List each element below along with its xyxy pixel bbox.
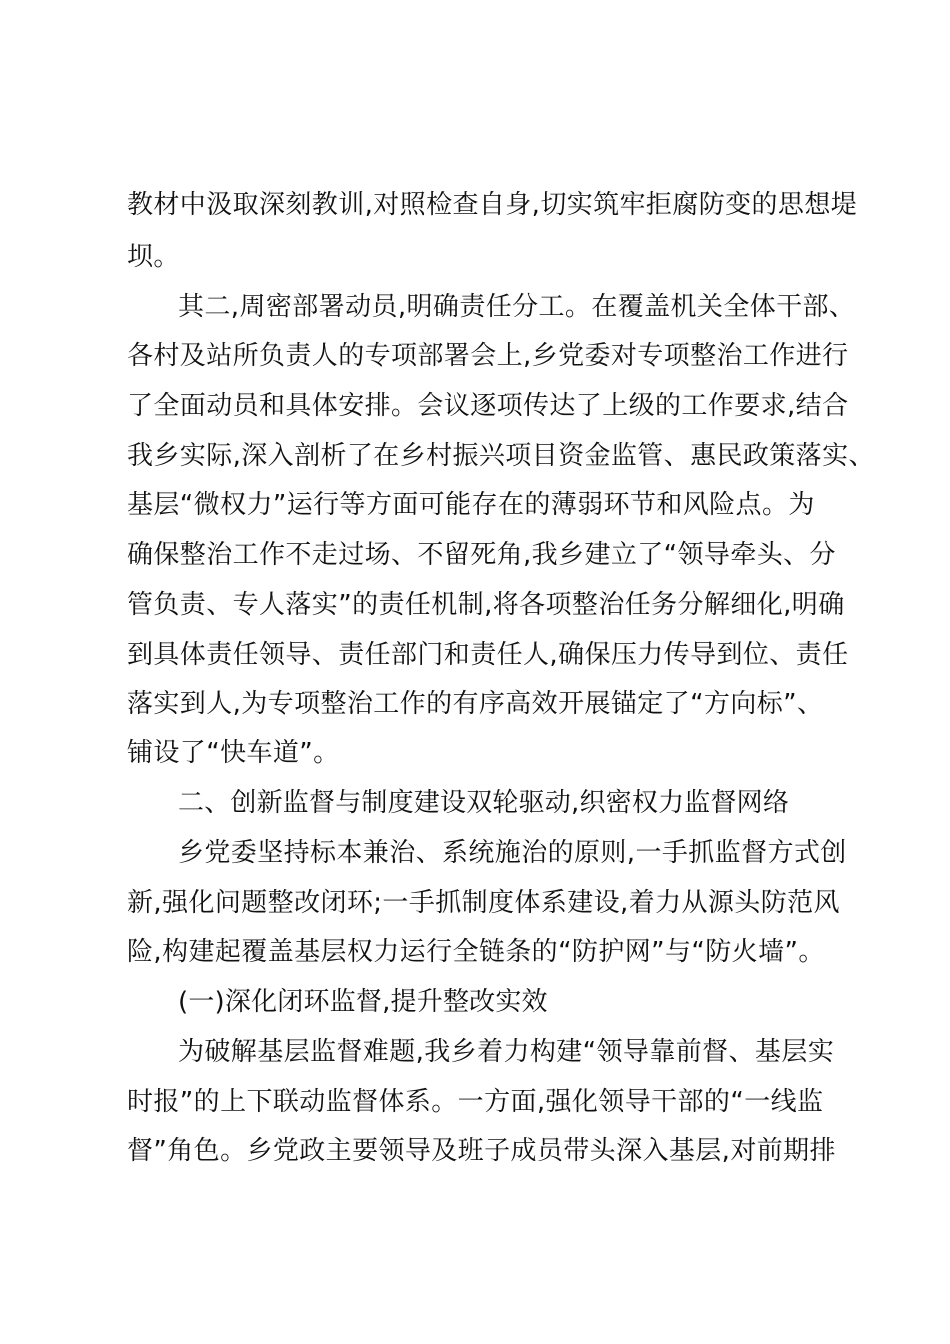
text-line: 到具体责任领导、责任部门和责任人,确保压力传导到位、责任: [127, 640, 849, 670]
text-line: 铺设了“快车道”。: [127, 738, 340, 768]
text-line: 各村及站所负责人的专项部署会上,乡党委对专项整治工作进行: [127, 341, 849, 371]
section-heading: 二、创新监督与制度建设双轮驱动,织密权力监督网络: [178, 788, 790, 818]
text-line: 我乡实际,深入剖析了在乡村振兴项目资金监管、惠民政策落实、: [127, 441, 875, 471]
text-line: 基层“微权力”运行等方面可能存在的薄弱环节和风险点。为: [127, 490, 815, 520]
text-line: 险,构建起覆盖基层权力运行全链条的“防护网”与“防火墙”。: [127, 937, 825, 967]
text-line: 时报”的上下联动监督体系。一方面,强化领导干部的“一线监: [127, 1087, 824, 1117]
text-line: 落实到人,为专项整治工作的有序高效开展锚定了“方向标”、: [127, 689, 824, 719]
paragraph-start: 乡党委坚持标本兼治、系统施治的原则,一手抓监督方式创: [178, 838, 847, 868]
text-line: 确保整治工作不走过场、不留死角,我乡建立了“领导牵头、分: [127, 540, 836, 570]
text-line: 新,强化问题整改闭环;一手抓制度体系建设,着力从源头防范风: [127, 888, 840, 918]
text-line: 教材中汲取深刻教训,对照检查自身,切实筑牢拒腐防变的思想堤: [127, 190, 858, 220]
text-line: 坝。: [127, 242, 180, 272]
paragraph-start: 为破解基层监督难题,我乡着力构建“领导靠前督、基层实: [178, 1037, 835, 1067]
text-line: 管负责、专人落实”的责任机制,将各项整治任务分解细化,明确: [127, 590, 845, 620]
text-line: 了全面动员和具体安排。会议逐项传达了上级的工作要求,结合: [127, 391, 849, 421]
paragraph-start: 其二,周密部署动员,明确责任分工。在覆盖机关全体干部、: [178, 292, 856, 322]
subsection-heading: (一)深化闭环监督,提升整改实效: [178, 987, 548, 1017]
text-line: 督”角色。乡党政主要领导及班子成员带头深入基层,对前期排: [127, 1136, 836, 1166]
